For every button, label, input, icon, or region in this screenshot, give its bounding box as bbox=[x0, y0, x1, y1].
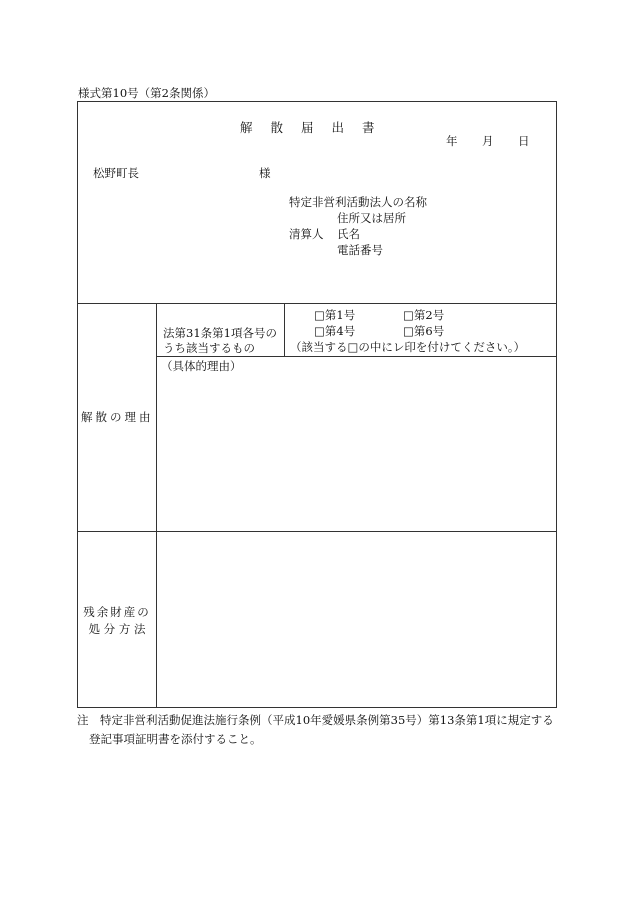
address-label: 住所又は居所 bbox=[337, 211, 406, 225]
checkbox-icon[interactable]: □ bbox=[403, 308, 414, 322]
note-line2: 登記事項証明書を添付すること。 bbox=[89, 732, 262, 746]
addressee-honorific: 様 bbox=[259, 166, 271, 180]
date-line bbox=[446, 133, 530, 149]
option-1[interactable] bbox=[314, 307, 355, 323]
specific-reason-label: （具体的理由） bbox=[161, 359, 242, 373]
date-day: 日 bbox=[518, 134, 530, 148]
option-label: 第6号 bbox=[413, 324, 445, 338]
org-name-label: 特定非営利活動法人の名称 bbox=[289, 195, 427, 209]
checkbox-icon[interactable]: □ bbox=[314, 308, 325, 322]
option-label: 第2号 bbox=[413, 308, 445, 322]
applicable-label-line1: 法第31条第1項各号の bbox=[163, 326, 277, 340]
option-4[interactable] bbox=[314, 323, 355, 339]
disposal-label-line1: 残余財産の bbox=[83, 605, 151, 619]
phone-label: 電話番号 bbox=[337, 243, 383, 257]
options-divider bbox=[284, 303, 285, 357]
label-column-divider bbox=[156, 303, 157, 707]
addressee-name: 松野町長 bbox=[93, 166, 139, 180]
option-label: 第4号 bbox=[324, 324, 356, 338]
name-label: 氏名 bbox=[337, 227, 360, 241]
form-title: 解散届出書 bbox=[240, 120, 393, 135]
disposal-label-line2: 処 分 方 法 bbox=[88, 622, 146, 636]
header-divider bbox=[77, 303, 557, 304]
date-year: 年 bbox=[446, 134, 458, 148]
checkbox-icon[interactable]: □ bbox=[314, 324, 325, 338]
option-6[interactable] bbox=[403, 323, 444, 339]
options-instruction: （該当する□の中にレ印を付けてください。） bbox=[290, 340, 526, 354]
section-divider bbox=[77, 531, 557, 532]
liquidator-label: 清算人 bbox=[289, 227, 324, 241]
disposal-field[interactable] bbox=[158, 533, 554, 704]
applicable-label-line2: うち該当するもの bbox=[163, 341, 255, 355]
specific-reason-field[interactable] bbox=[158, 374, 554, 529]
checkbox-icon[interactable]: □ bbox=[403, 324, 414, 338]
note-line1: 注 特定非営利活動促進法施行条例（平成10年愛媛県条例第35号）第13条第1項に規定する bbox=[77, 713, 554, 727]
option-label: 第1号 bbox=[324, 308, 356, 322]
form-id: 様式第10号（第2条関係） bbox=[78, 86, 215, 100]
option-2[interactable] bbox=[403, 307, 444, 323]
options-row-divider bbox=[156, 356, 557, 357]
reason-section-label: 解散の理由 bbox=[81, 410, 154, 424]
date-month: 月 bbox=[482, 134, 494, 148]
